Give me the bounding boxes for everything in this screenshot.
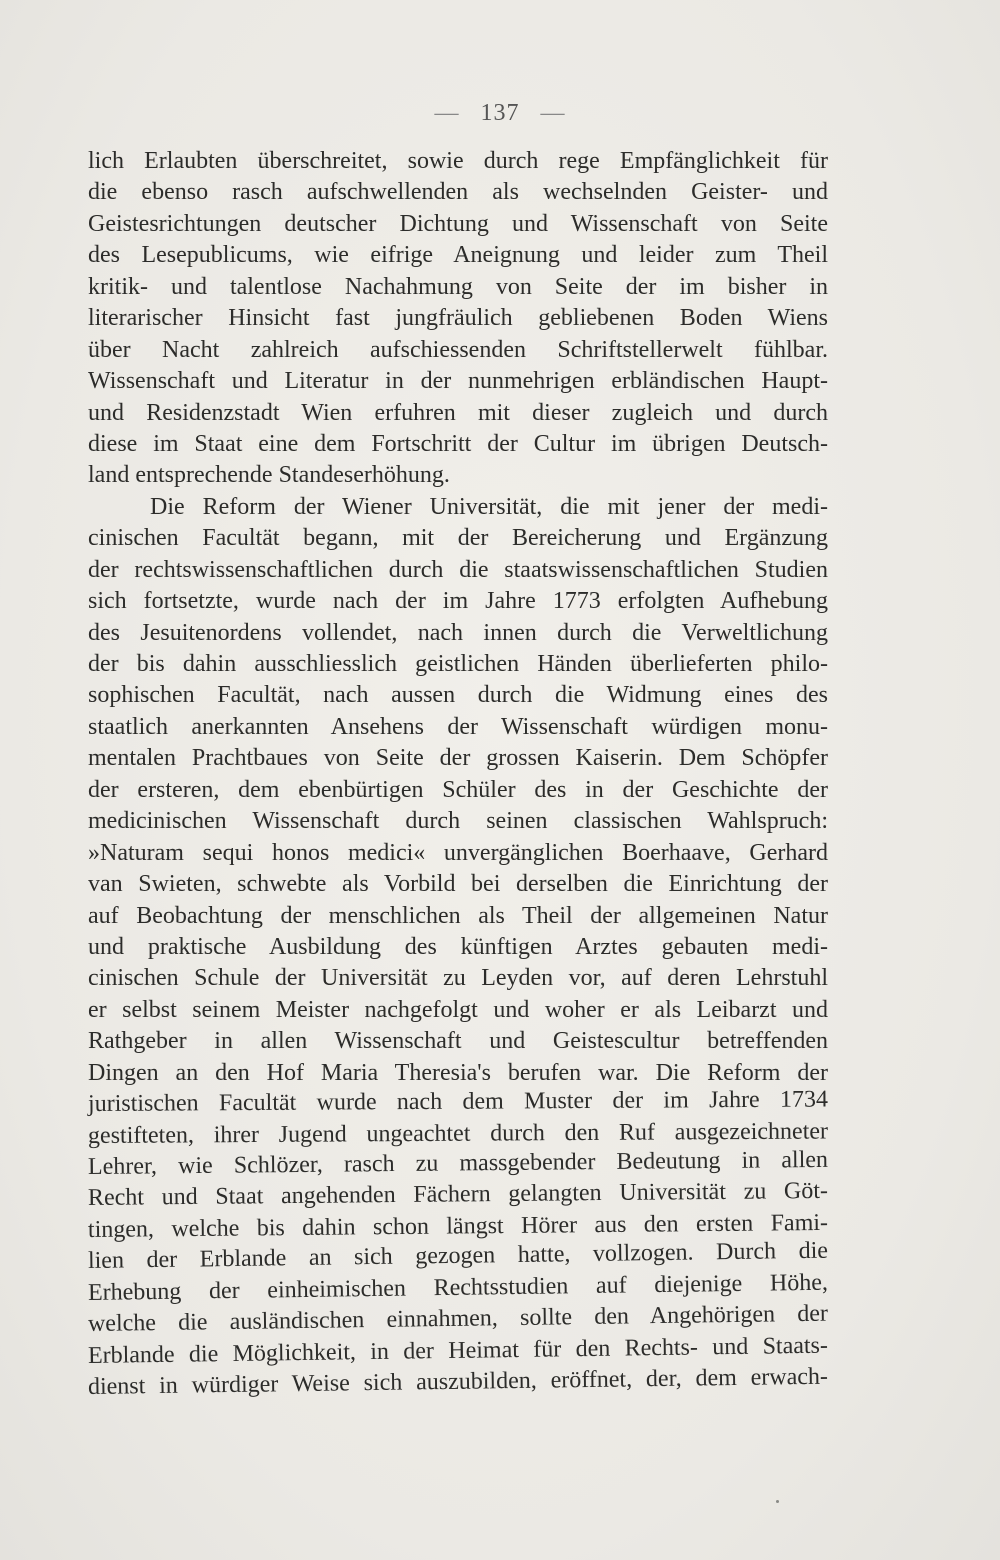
text-line: dienst in würdiger Weise sich auszubilden, eröffnet, der, dem erwach-	[87, 1363, 829, 1401]
text-line: cinischen Schule der Universität zu Leyden vor, auf deren Lehrstuhl	[88, 965, 828, 992]
text-line: Geistesrichtungen deutscher Dichtung und Wissenschaft von Seite	[88, 210, 828, 237]
text-line: van Swieten, schwebte als Vorbild bei derselben die Einrichtung der	[88, 871, 828, 898]
text-line: kritik- und talentlose Nachahmung von Seite der im bisher in	[88, 273, 828, 300]
text-line: tingen, welche bis dahin schon längst Hörer aus den ersten Fami-	[87, 1209, 829, 1243]
text-line: Erblande die Möglichkeit, in der Heimat für den Rechts- und Staats-	[87, 1332, 829, 1369]
paper-speck	[776, 1500, 779, 1503]
text-line: der ersteren, dem ebenbürtigen Schüler des in der Geschichte der	[88, 776, 828, 803]
text-line: Die Reform der Wiener Universität, die mit jener der medi-	[150, 493, 828, 520]
text-line: der bis dahin ausschliesslich geistlichen Händen überlieferten philo-	[88, 651, 828, 677]
text-line: Wissenschaft und Literatur in der nunmehrigen erbländischen Haupt-	[88, 368, 828, 395]
text-line: die ebenso rasch aufschwellenden als wechselnden Geister- und	[88, 179, 828, 206]
body-text	[88, 146, 828, 1404]
text-line: juristischen Facultät wurde nach dem Muster der im Jahre 1734	[87, 1086, 829, 1118]
text-line: medicinischen Wissenschaft durch seinen classischen Wahlspruch:	[88, 808, 828, 835]
text-line: des Jesuitenordens vollendet, nach innen durch die Verweltlichung	[88, 619, 828, 646]
text-line: Dingen an den Hof Maria Theresia's berufen war. Die Reform der	[88, 1059, 828, 1086]
paragraph-2	[88, 492, 828, 1404]
text-line: sich fortsetzte, wurde nach der im Jahre 1773 erfolgten Aufhebung	[88, 588, 828, 615]
text-line: des Lesepublicums, wie eifrige Aneignung und leider zum Theil	[88, 242, 828, 269]
text-line: Lehrer, wie Schlözer, rasch zu massgebender Bedeutung in allen	[87, 1146, 829, 1180]
text-line: und Residenzstadt Wien erfuhren mit dieser zugleich und durch	[88, 399, 828, 426]
text-line: gestifteten, ihrer Jugend ungeachtet durch den Ruf ausgezeichneter	[87, 1118, 829, 1149]
text-line: Erhebung der einheimischen Rechtsstudien auf diejenige Höhe,	[87, 1269, 829, 1306]
text-line: land entsprechende Standeserhöhung.	[88, 462, 450, 489]
text-line: diese im Staat eine dem Fortschritt der Cultur im übrigen Deutsch-	[88, 430, 828, 457]
text-line: literarischer Hinsicht fast jungfräulich gebliebenen Boden Wiens	[88, 305, 828, 332]
text-line: Recht und Staat angehenden Fächern gelangten Universität zu Göt-	[87, 1178, 829, 1212]
text-line: »Naturam sequi honos medici« unvergänglichen Boerhaave, Gerhard	[88, 839, 828, 866]
text-line: staatlich anerkannten Ansehens der Wissenschaft würdigen monu-	[88, 713, 828, 740]
paragraph-1	[88, 146, 828, 492]
text-line: der rechtswissenschaftlichen durch die staatswissenschaftlichen Studien	[88, 556, 828, 583]
text-line: auf Beobachtung der menschlichen als Theil der allgemeinen Natur	[88, 902, 828, 929]
page-header	[0, 100, 1000, 127]
header-dash-left: —	[434, 100, 460, 126]
text-line: und praktische Ausbildung des künftigen Arztes gebauten medi-	[88, 933, 828, 960]
text-line: sophischen Facultät, nach aussen durch die Widmung eines des	[88, 682, 828, 709]
text-line: Rathgeber in allen Wissenschaft und Geistescultur betreffenden	[88, 1028, 828, 1055]
text-line: über Nacht zahlreich aufschiessenden Schriftstellerwelt fühlbar.	[88, 336, 828, 363]
text-line: mentalen Prachtbaues von Seite der grossen Kaiserin. Dem Schöpfer	[88, 745, 828, 772]
text-line: er selbst seinem Meister nachgefolgt und woher er als Leibarzt und	[88, 996, 828, 1023]
text-line: welche die ausländischen einnahmen, sollte den Angehörigen der	[87, 1300, 829, 1338]
text-line: cinischen Facultät begann, mit der Bereicherung und Ergänzung	[88, 525, 828, 552]
text-line: lien der Erblande an sich gezogen hatte, vollzogen. Durch die	[87, 1237, 829, 1275]
header-dash-right: —	[540, 100, 566, 126]
text-line: lich Erlaubten überschreitet, sowie durch rege Empfänglichkeit für	[88, 148, 828, 174]
page-number: 137	[480, 100, 520, 126]
